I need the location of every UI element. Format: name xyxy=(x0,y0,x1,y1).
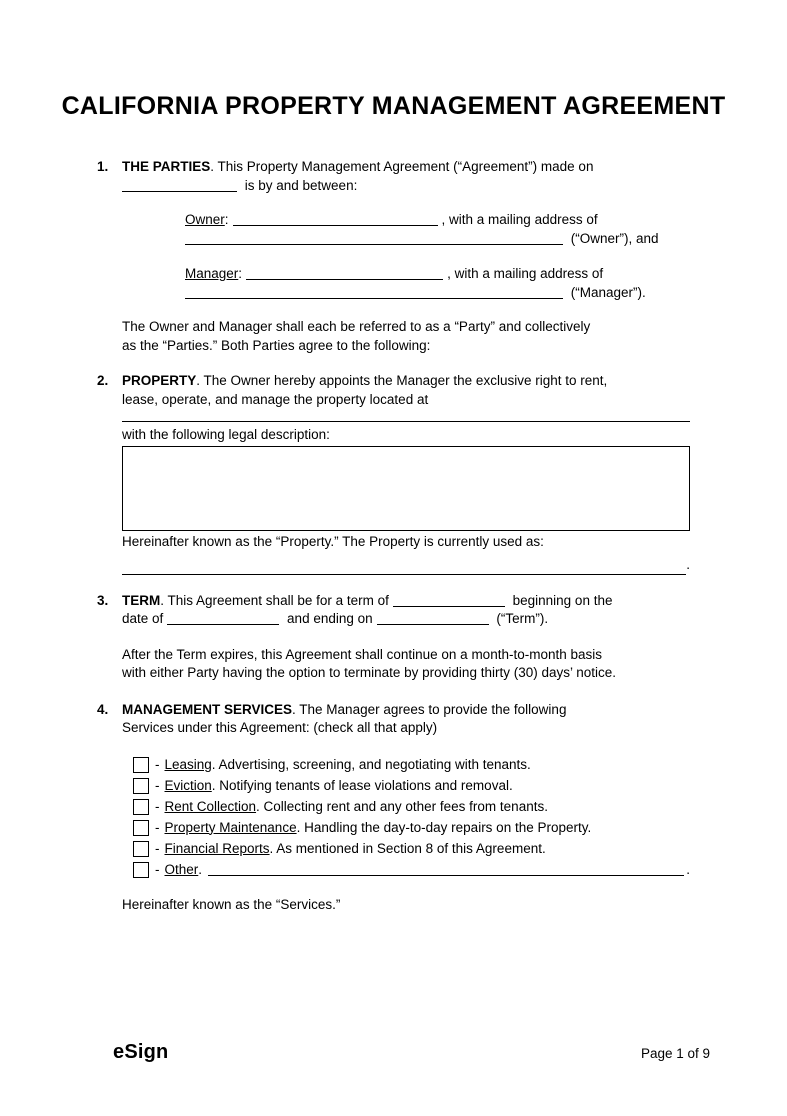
parties-intro-line1 xyxy=(122,158,690,177)
legal-description-box[interactable] xyxy=(122,446,690,531)
owner-line2 xyxy=(185,230,676,249)
service-label: Leasing xyxy=(164,756,212,772)
owner-line1 xyxy=(185,211,676,230)
services-checklist xyxy=(122,755,690,881)
blank-term-end-date[interactable] xyxy=(377,612,489,625)
section-heading: THE PARTIES xyxy=(122,159,211,174)
dash-text: - xyxy=(155,861,160,877)
section-number: 1. xyxy=(97,159,109,174)
blank-agreement-date[interactable] xyxy=(122,179,237,192)
service-label: Property Maintenance xyxy=(164,819,297,835)
blank-owner-address[interactable] xyxy=(185,232,563,245)
term-continuation-line1: After the Term expires, this Agreement shall continue on a month-to-month basis xyxy=(122,646,602,662)
section-number: 2. xyxy=(97,373,109,388)
esign-logo: eSign xyxy=(113,1041,169,1063)
service-label: Financial Reports xyxy=(164,840,270,856)
manager-tail-text: (“Manager”). xyxy=(567,284,646,300)
blank-manager-name[interactable] xyxy=(246,267,443,280)
blank-other-service[interactable] xyxy=(208,863,684,876)
owner-block xyxy=(185,211,676,248)
section-heading: MANAGEMENT SERVICES xyxy=(122,701,293,717)
owner-mid-text: , with a mailing address of xyxy=(441,212,598,227)
page-footer xyxy=(113,1043,710,1064)
other-end-period: . xyxy=(686,861,690,877)
blank-property-use[interactable] xyxy=(122,562,686,575)
parties-intro-text: . This Property Management Agreement (“Agreement”) made on xyxy=(210,159,594,174)
term-text2: beginning on the xyxy=(508,592,613,608)
blank-owner-name[interactable] xyxy=(233,213,438,226)
owner-tail-text: (“Owner”), and xyxy=(567,230,659,246)
checkbox-leasing[interactable] xyxy=(133,757,149,773)
document-page xyxy=(0,92,787,1116)
section-number: 3. xyxy=(97,592,109,608)
manager-label: Manager xyxy=(185,266,239,281)
checkbox-rent-collection[interactable] xyxy=(133,799,149,815)
service-desc: . Advertising, screening, and negotiating with tenants. xyxy=(211,756,531,772)
service-desc: . As mentioned in Section 8 of this Agreement. xyxy=(269,840,546,856)
term-line2 xyxy=(122,610,690,629)
services-body-text1: . The Manager agrees to provide the following xyxy=(292,701,567,717)
dash-text: - xyxy=(155,840,160,856)
checkbox-other[interactable] xyxy=(133,862,149,878)
term-text5: (“Term”). xyxy=(492,611,549,626)
term-text1: . This Agreement shall be for a term of xyxy=(160,592,389,608)
dash-text: - xyxy=(155,756,160,772)
service-label: Rent Collection xyxy=(164,798,257,814)
document-title: CALIFORNIA PROPERTY MANAGEMENT AGREEMENT xyxy=(61,92,726,120)
section-number: 4. xyxy=(97,701,109,717)
term-text4: and ending on xyxy=(283,611,373,626)
blank-manager-address[interactable] xyxy=(185,286,563,299)
term-continuation-line2: with either Party having the option to terminate by providing thirty (30) days’ notice. xyxy=(122,665,617,680)
service-row-property-maintenance xyxy=(133,818,690,839)
section-heading: TERM xyxy=(122,592,161,608)
property-use-period: . xyxy=(686,557,690,572)
section-heading: PROPERTY xyxy=(122,373,197,388)
services-hereinafter-text: Hereinafter known as the “Services.” xyxy=(122,896,341,912)
owner-label: Owner xyxy=(185,212,225,227)
owner-colon: : xyxy=(224,212,229,227)
page-number-text: Page 1 of 9 xyxy=(640,1046,710,1061)
services-body-line2: Services under this Agreement: (check all that apply) xyxy=(122,720,438,735)
parties-intro-line2 xyxy=(122,177,690,196)
term-text3: date of xyxy=(122,611,164,626)
section-property xyxy=(97,372,690,575)
dash-text: - xyxy=(155,777,160,793)
blank-term-start-date[interactable] xyxy=(167,612,279,625)
checkbox-financial-reports[interactable] xyxy=(133,841,149,857)
section-management-services xyxy=(97,701,690,915)
section-parties xyxy=(97,158,690,355)
manager-line2 xyxy=(185,284,676,303)
checkbox-property-maintenance[interactable] xyxy=(133,820,149,836)
service-desc: . Notifying tenants of lease violations and removal. xyxy=(211,777,513,793)
manager-colon: : xyxy=(238,266,243,281)
service-desc: . xyxy=(198,861,203,877)
service-row-other xyxy=(133,860,690,881)
blank-term-length[interactable] xyxy=(393,594,505,607)
blank-property-address[interactable] xyxy=(122,409,690,422)
service-label: Other xyxy=(164,861,199,877)
property-body-line2: lease, operate, and manage the property located at xyxy=(122,391,429,407)
service-row-financial-reports xyxy=(133,839,690,860)
services-body-line1 xyxy=(122,701,690,720)
checkbox-eviction[interactable] xyxy=(133,778,149,794)
dash-text: - xyxy=(155,798,160,814)
service-row-rent-collection xyxy=(133,797,690,818)
service-desc: . Collecting rent and any other fees from tenants. xyxy=(256,798,548,814)
parties-collective-paragraph xyxy=(122,318,690,355)
manager-block xyxy=(185,265,676,302)
dash-text: - xyxy=(155,819,160,835)
collective-line1: The Owner and Manager shall each be referred to as a “Party” and collectively xyxy=(122,319,591,334)
service-label: Eviction xyxy=(164,777,212,793)
property-body-line1 xyxy=(122,372,690,391)
term-line1 xyxy=(122,592,690,611)
manager-mid-text: , with a mailing address of xyxy=(447,266,604,281)
parties-intro-text2: is by and between: xyxy=(241,177,358,193)
collective-line2: as the “Parties.” Both Parties agree to the following: xyxy=(122,337,431,353)
property-use-line xyxy=(122,556,690,575)
property-hereinafter-text: Hereinafter known as the “Property.” The Property is currently used as: xyxy=(122,533,544,549)
service-row-leasing xyxy=(133,755,690,776)
service-row-eviction xyxy=(133,776,690,797)
section-term xyxy=(97,592,690,683)
property-body-text1: . The Owner hereby appoints the Manager the exclusive right to rent, xyxy=(196,373,608,388)
manager-line1 xyxy=(185,265,676,284)
legal-description-label: with the following legal description: xyxy=(122,427,330,442)
service-desc: . Handling the day-to-day repairs on the Property. xyxy=(296,819,592,835)
term-continuation-paragraph xyxy=(122,646,690,683)
